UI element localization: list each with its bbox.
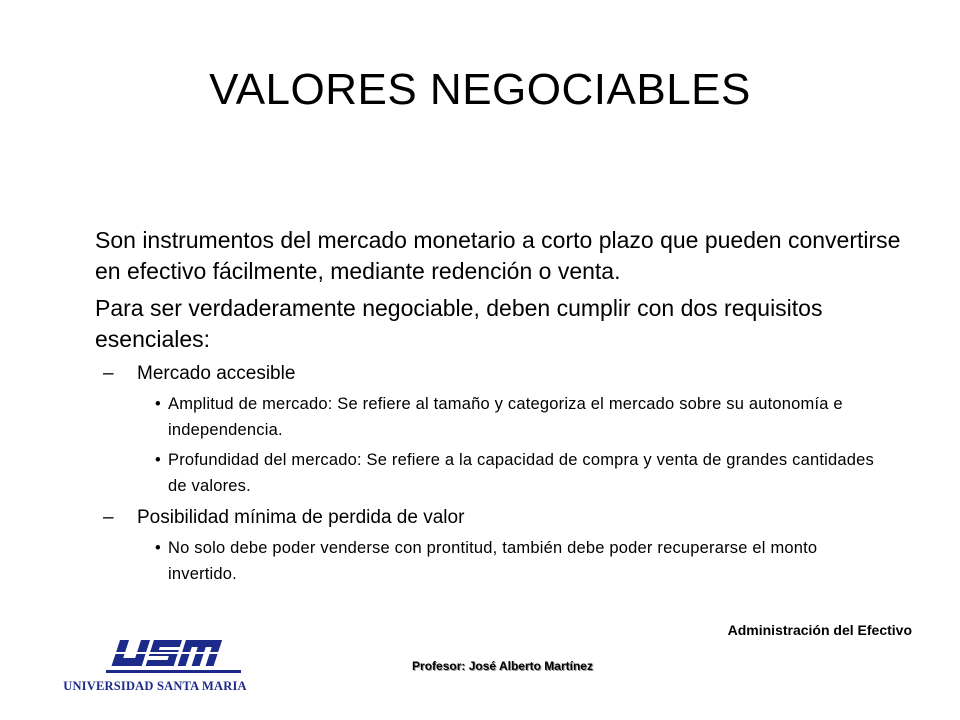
bullet-item — [95, 535, 915, 587]
bullet-marker: • — [155, 395, 161, 413]
bullet-text: Profundidad del mercado: Se refiere a la capacidad de compra y venta de grandes cantidades de valores. — [168, 451, 874, 495]
requirement-item — [95, 505, 915, 531]
slide-body — [95, 225, 915, 591]
slide-title: VALORES NEGOCIABLES — [209, 65, 751, 114]
dash-marker: – — [103, 363, 114, 384]
requirement-label: Mercado accesible — [137, 363, 296, 384]
dash-marker: – — [103, 507, 114, 528]
requirement-item — [95, 361, 915, 387]
professor-name: Profesor: José Alberto Martínez — [412, 659, 593, 673]
bullet-marker: • — [155, 539, 161, 557]
paragraph-definition: Son instrumentos del mercado monetario a corto plazo que pueden convertirse en efectivo fácilmente, mediante redención o venta. — [95, 227, 901, 284]
bullet-marker: • — [155, 451, 161, 469]
course-name: Administración del Efectivo — [727, 622, 912, 638]
bullet-text: Amplitud de mercado: Se refiere al tamaño y categoriza el mercado sobre su autonomía e independencia. — [168, 395, 843, 439]
requirement-label: Posibilidad mínima de perdida de valor — [137, 507, 465, 528]
university-name: UNIVERSIDAD SANTA MARIA — [63, 679, 247, 693]
bullet-text: No solo debe poder venderse con prontitud, también debe poder recuperarse el monto invertido. — [168, 539, 818, 583]
bullet-item — [95, 391, 915, 443]
bullet-item — [95, 447, 915, 499]
paragraph-requirements-intro: Para ser verdaderamente negociable, deben cumplir con dos requisitos esenciales: — [95, 295, 823, 352]
